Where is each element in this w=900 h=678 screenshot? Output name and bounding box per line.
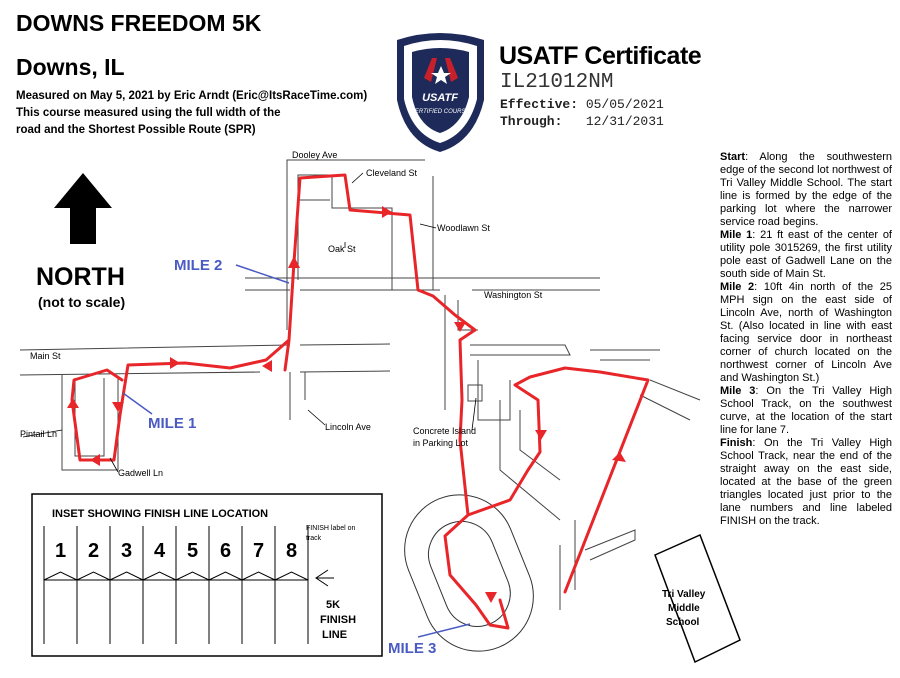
island-label-2: in Parking Lot: [413, 438, 469, 448]
street-oak: Oak St: [328, 244, 356, 254]
north-label: NORTH: [36, 263, 125, 291]
race-title: DOWNS FREEDOM 5K: [16, 10, 262, 36]
measured-by: Measured on May 5, 2021 by Eric Arndt (Eric@ItsRaceTime.com): [16, 90, 368, 102]
mile-3-label: MILE 3: [388, 640, 437, 657]
effective-label: Effective:: [500, 97, 579, 112]
lane-number: 2: [87, 540, 100, 562]
street-gadwell: Gadwell Ln: [118, 468, 164, 478]
street-main: Main St: [30, 351, 61, 361]
desc-finish: Finish: On the Tri Valley High School Track, near the end of the straight away on the east side, located at the base of the green triangles located just prior to the lane numbers and line labeled FINISH on the track.: [720, 437, 892, 527]
street-woodlawn: Woodlawn St: [437, 223, 490, 233]
street-cleveland: Cleveland St: [366, 168, 418, 178]
desc-mile3: Mile 3: On the Tri Valley High School Track, on the southwest curve, at the location of the start line for lane 7.: [720, 385, 892, 436]
desc-start: Start: Along the southwestern edge of the second lot northwest of Tri Valley Middle School. The start line is formed by the edge of the parking lot where the narrower service road begins.: [720, 151, 892, 228]
finish-note-2: track: [306, 535, 322, 542]
lane-number: 7: [252, 540, 265, 562]
through-label: Through:: [500, 114, 563, 129]
route-arrow-icon: [485, 592, 497, 603]
logo-text: USATF: [422, 92, 458, 104]
route-arrow-icon: [170, 357, 180, 369]
route-arrow-icon: [535, 430, 547, 440]
course-description: [720, 151, 892, 528]
street-dooley: Dooley Ave: [292, 150, 338, 160]
route-arrow-icon: [612, 452, 626, 462]
school-line-1: Tri Valley: [662, 589, 706, 600]
scale-note: (not to scale): [38, 294, 126, 310]
mile-1-label: MILE 1: [148, 415, 197, 432]
street-lincoln: Lincoln Ave: [325, 422, 371, 432]
method-line-1: This course measured using the full width of the: [16, 107, 281, 119]
lane-number: 5: [186, 540, 199, 562]
lane-number: 3: [120, 540, 133, 562]
desc-mile1: Mile 1: 21 ft east of the center of utility pole 3015269, the first utility pole east of Gadwell Lane on the south side of Main St.: [720, 229, 892, 280]
school-line-2: Middle: [668, 603, 700, 614]
route-arrow-icon: [67, 398, 79, 408]
mile-2-label: MILE 2: [174, 257, 223, 274]
through-date: 12/31/2031: [585, 114, 664, 129]
north-arrow-icon: [54, 173, 112, 244]
street-washington: Washington St: [484, 290, 543, 300]
effective-date: 05/05/2021: [585, 97, 664, 112]
certificate-code: IL21012NM: [500, 71, 614, 94]
inset-title: INSET SHOWING FINISH LINE LOCATION: [52, 508, 269, 520]
street-pintail: Pintail Ln: [20, 429, 58, 439]
usatf-logo: [397, 33, 484, 152]
school-line-3: School: [666, 617, 700, 628]
certificate-title: USATF Certificate: [499, 42, 702, 70]
finish-note-1: FINISH label on: [306, 525, 356, 532]
lane-number: 1: [54, 540, 67, 562]
island-label-1: Concrete Island: [413, 426, 477, 436]
method-line-2: road and the Shortest Possible Route (SPR): [16, 124, 256, 136]
finish-inset: [32, 494, 382, 656]
lane-number: 6: [219, 540, 232, 562]
finish-line-2: FINISH: [320, 614, 357, 626]
finish-line-1: 5K: [326, 599, 341, 611]
race-location: Downs, IL: [16, 54, 125, 80]
lane-number: 8: [285, 540, 298, 562]
school-label: [662, 589, 708, 628]
logo-subtext: CERTIFIED COURSE: [410, 109, 470, 115]
lane-number: 4: [153, 540, 166, 562]
finish-line-3: LINE: [322, 629, 348, 641]
desc-mile2: Mile 2: 10ft 4in north of the 25 MPH sign on the east side of Lincoln Ave, north of Washington St. (Also located in line with east facing service door in northeast corner of church located on the northwest corner of Lincoln Ave and Washington St.): [720, 281, 892, 384]
